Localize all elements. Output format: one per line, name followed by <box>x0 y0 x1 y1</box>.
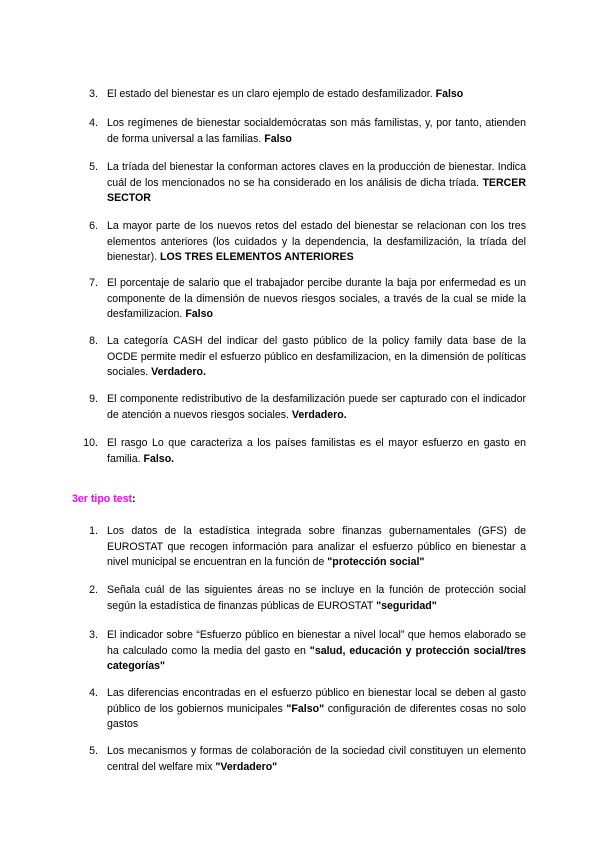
answer-text: "Verdadero" <box>215 760 278 773</box>
answer-comment: configuración de diferentes cosas no solo gastos <box>107 702 526 730</box>
question-text: El estado del bienestar es un claro ejemplo de estado desfamilizador. <box>107 88 436 100</box>
item-number: 3. <box>89 629 98 641</box>
answer-text: "protección social" <box>327 556 425 568</box>
question-text: El componente redistributivo de la desfamilización puede ser capturado con el indicador de atención a nuevos riesgos sociales. <box>107 393 526 421</box>
item-text <box>107 628 526 675</box>
item-text <box>107 219 526 266</box>
answer-text: "Falso" <box>286 702 325 715</box>
item-number: 2. <box>89 584 98 596</box>
answer-text: LOS TRES ELEMENTOS ANTERIORES <box>160 251 354 263</box>
item-number: 8. <box>89 335 98 347</box>
question-text: La tríada del bienestar la conforman actores claves en la producción de bienestar. Indica cuál de los mencionados no se ha considerado en los análisis de dicha tríada. <box>107 161 526 189</box>
item-text <box>107 686 526 733</box>
answer-text: "salud, educación y protección social/tres categorías" <box>107 644 526 672</box>
item-number: 5. <box>89 745 98 757</box>
section-heading-colon: : <box>132 493 136 505</box>
item-number: 6. <box>89 220 98 232</box>
question-text: El rasgo Lo que caracteriza a los países familistas es el mayor esfuerzo en gasto en familia. <box>107 437 526 465</box>
item-number: 7. <box>89 277 98 289</box>
answer-text: Verdadero. <box>151 366 206 378</box>
item-number: 1. <box>89 525 98 537</box>
answer-text: TERCER SECTOR <box>107 176 526 204</box>
question-text: La mayor parte de los nuevos retos del estado del bienestar se relacionan con los tres elementos anteriores (los cuidados y la dependencia, la desfamilización, la tríada del bienestar). <box>107 220 526 263</box>
item-number: 4. <box>89 687 98 699</box>
question-text: Los mecanismos y formas de colaboración de la sociedad civil constituyen un elemento central del welfare mix <box>107 745 526 773</box>
item-text <box>107 276 526 323</box>
question-text: Los datos de la estadística integrada sobre finanzas gubernamentales (GFS) de EUROSTAT que recogen información para analizar el esfuerzo público en bienestar a nivel municipal se encuentran en la función de <box>107 525 526 568</box>
item-text <box>107 436 526 467</box>
answer-text: Falso <box>185 308 213 320</box>
item-text <box>107 87 526 103</box>
answer-text: Falso <box>264 132 292 145</box>
answer-text: Verdadero. <box>291 408 347 421</box>
answer-text: Falso. <box>143 452 175 465</box>
item-text <box>107 583 526 614</box>
question-text: El porcentaje de salario que el trabajador percibe durante la baja por enfermedad es un componente de la dimensión de nuevos riesgos sociales, a través de la cual se mide la desfamilizacion. <box>107 277 526 320</box>
item-number: 4. <box>89 117 98 129</box>
item-number: 9. <box>89 393 98 405</box>
item-text <box>107 392 526 423</box>
question-text: La categoría CASH del indicar del gasto público de la policy family data base de la OCDE permite medir el esfuerzo público en desfamilizacion, en la dimensión de políticas sociales. <box>107 335 526 378</box>
item-number: 3. <box>89 88 98 100</box>
item-text <box>107 116 526 147</box>
question-text: Señala cuál de las siguientes áreas no se incluye en la función de protección social según la estadística de finanzas públicas de EUROSTAT <box>107 584 526 612</box>
item-number: 10. <box>83 437 98 449</box>
item-text <box>107 160 526 207</box>
question-text: Las diferencias encontradas en el esfuerzo público en bienestar local se deben al gasto público de los gobiernos municipales <box>107 687 526 715</box>
answer-text: Falso <box>435 88 464 100</box>
question-text: El indicador sobre “Esfuerzo público en bienestar a nivel local” que hemos elaborado se ha calculado como la media del gasto en <box>107 629 526 657</box>
question-text: Los regímenes de bienestar socialdemócratas son más familistas, y, por tanto, atienden de forma universal a las familias. <box>107 117 526 145</box>
item-number: 5. <box>89 161 98 173</box>
item-text <box>107 744 526 775</box>
item-text <box>107 334 526 381</box>
answer-text: "seguridad" <box>376 599 437 612</box>
item-text <box>107 524 526 571</box>
section-heading <box>72 492 136 508</box>
section-heading-text: 3er tipo test <box>72 493 133 505</box>
